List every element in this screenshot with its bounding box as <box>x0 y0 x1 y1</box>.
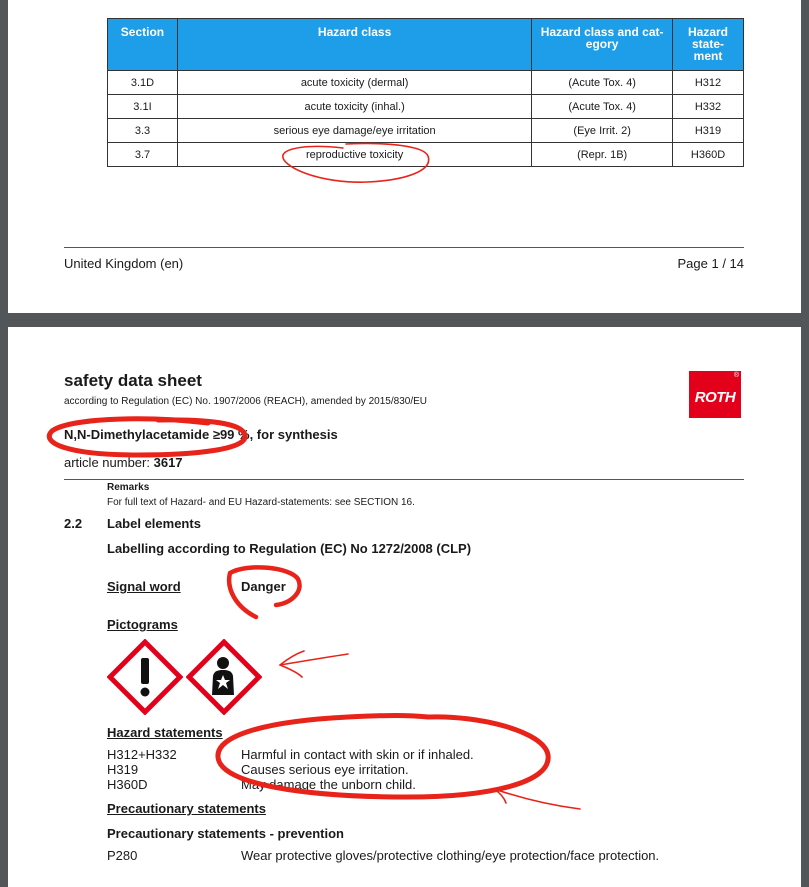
signal-word-value: Danger <box>241 579 286 594</box>
logo-text: ROTH <box>694 389 736 406</box>
exclamation-mark-icon <box>107 639 183 715</box>
col-header-hazard-class: Hazard class <box>177 19 531 71</box>
table-cell: (Acute Tox. 4) <box>532 71 673 95</box>
document-subtitle: according to Regulation (EC) No. 1907/2006 (REACH), amended by 2015/830/EU <box>64 396 427 407</box>
remarks-text: For full text of Hazard- and EU Hazard-statements: see SECTION 16. <box>107 497 415 508</box>
section-title: Label elements <box>107 516 201 531</box>
precaution-text: Wear protective gloves/protective clothing/eye protection/face protection. <box>241 848 660 863</box>
section-number: 2.2 <box>64 516 83 531</box>
health-hazard-icon <box>186 639 262 715</box>
footer-locale: United Kingdom (en) <box>64 256 184 271</box>
table-cell: (Acute Tox. 4) <box>532 95 673 119</box>
hazard-text: Harmful in contact with skin or if inhaled. <box>241 747 474 762</box>
table-cell: (Repr. 1B) <box>532 143 673 167</box>
section-divider <box>64 479 744 480</box>
table-cell: 3.1D <box>108 71 178 95</box>
table-cell: 3.3 <box>108 119 178 143</box>
footer-divider <box>64 247 744 248</box>
remarks-heading: Remarks <box>107 482 150 493</box>
labelling-heading: Labelling according to Regulation (EC) No 1272/2008 (CLP) <box>107 541 472 556</box>
table-cell: 3.7 <box>108 143 178 167</box>
table-row <box>108 95 744 119</box>
table-cell: acute toxicity (dermal) <box>177 71 531 95</box>
roth-logo <box>689 371 741 418</box>
pdf-page-1 <box>8 0 801 313</box>
hazard-text: Causes serious eye irritation. <box>241 762 409 777</box>
hazard-code: H319 <box>107 762 139 777</box>
table-cell: (Eye Irrit. 2) <box>532 119 673 143</box>
col-header-class-category: Hazard class and cat- egory <box>532 19 673 71</box>
hazard-statements-label: Hazard statements <box>107 725 223 740</box>
registered-mark: ® <box>733 372 739 379</box>
hazard-code: H312+H332 <box>107 747 177 762</box>
article-number-line <box>64 455 183 470</box>
table-row <box>108 143 744 167</box>
table-cell: H312 <box>673 71 744 95</box>
table-row <box>108 119 744 143</box>
precautionary-statements-label: Precautionary statements <box>107 801 266 816</box>
article-number-value: 3617 <box>153 455 183 470</box>
pictograms-label: Pictograms <box>107 617 178 632</box>
col-header-section: Section <box>108 19 178 71</box>
table-cell: H360D <box>673 143 744 167</box>
pdf-page-2 <box>8 327 801 887</box>
hazard-text: May damage the unborn child. <box>241 777 416 792</box>
col-header-hazard-statement: Hazard state- ment <box>673 19 744 71</box>
table-row <box>108 71 744 95</box>
table-cell: 3.1I <box>108 95 178 119</box>
table-cell: H319 <box>673 119 744 143</box>
hazard-classification-table <box>107 18 744 167</box>
table-cell: reproductive toxicity <box>177 143 531 167</box>
table-cell: serious eye damage/eye irritation <box>177 119 531 143</box>
document-title: safety data sheet <box>64 371 202 390</box>
footer-page-number: Page 1 / 14 <box>677 256 744 271</box>
signal-word-label: Signal word <box>107 579 181 594</box>
table-cell: H332 <box>673 95 744 119</box>
product-name: N,N-Dimethylacetamide ≥99 %, for synthesis <box>64 427 338 442</box>
precautionary-prevention-heading: Precautionary statements - prevention <box>107 826 344 841</box>
table-cell: acute toxicity (inhal.) <box>177 95 531 119</box>
table-header-row <box>108 19 744 71</box>
hazard-code: H360D <box>107 777 148 792</box>
precaution-code: P280 <box>107 848 138 863</box>
article-number-label: article number: <box>64 455 150 470</box>
